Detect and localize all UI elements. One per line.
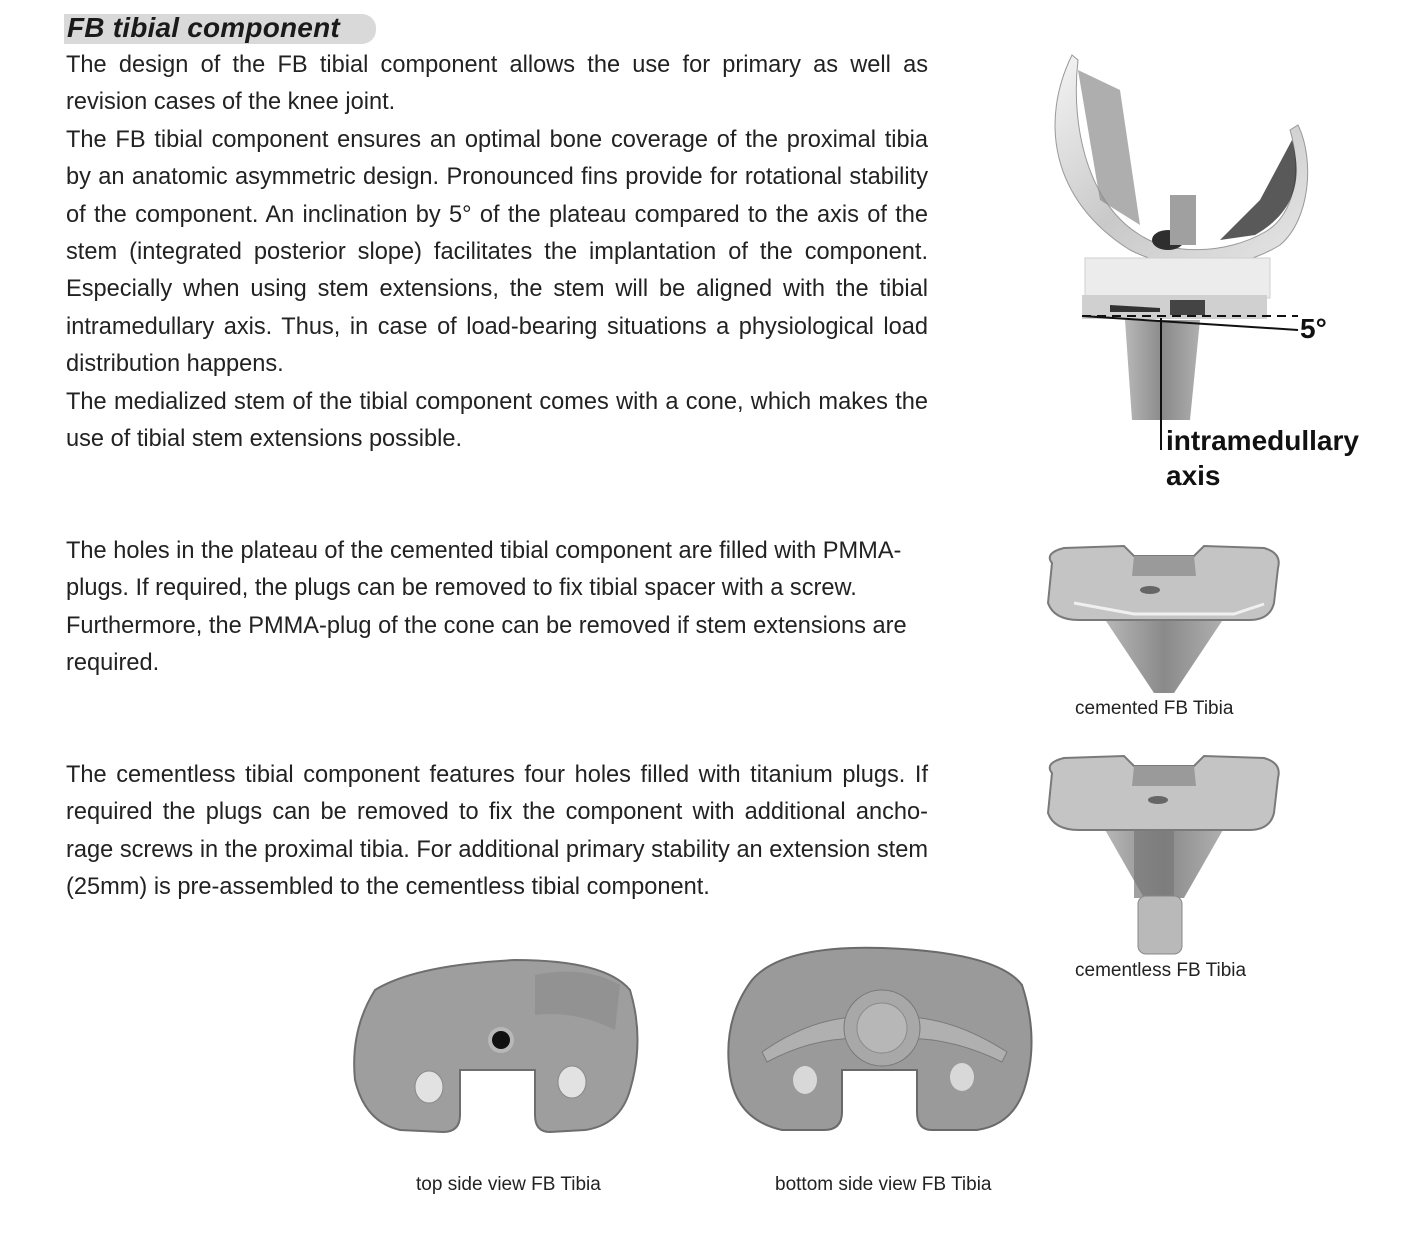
axis-label-line2: axis — [1166, 460, 1221, 491]
top-side-view-image — [345, 950, 645, 1180]
intro-paragraph-3: The medialized stem of the tibial component comes with a cone, which makes the use of tibial stem extensions possible. — [66, 388, 928, 453]
bottom-side-view-image — [722, 940, 1042, 1180]
cementless-text — [66, 757, 928, 907]
cemented-tibia-image — [1034, 528, 1294, 698]
top-view-caption: top side view FB Tibia — [416, 1174, 601, 1195]
angle-label: 5° — [1300, 313, 1327, 344]
cementless-paragraph: The cementless tibial component features four holes filled with titanium plugs. If required the plugs can be removed to fix the component with additional ancho-rage screws in the proximal tibia. For additional primary stability an extension stem (25mm) is pre-assembled to the cementless tibial component. — [66, 762, 928, 901]
cemented-text — [66, 533, 928, 683]
cementless-tibia-image — [1034, 738, 1294, 958]
section-title: FB tibial component — [67, 12, 340, 43]
axis-label-line1: intramedullary — [1166, 425, 1359, 456]
intro-paragraph-1: The design of the FB tibial component allows the use for primary as well as revision cases of the knee joint. — [66, 52, 928, 116]
cemented-paragraph: The holes in the plateau of the cemented tibial component are filled with PMMA-plugs. If required, the plugs can be removed to fix tibial spacer with a screw. Furthermore, the PMMA-plug of the cone can be removed if stem extensions are required. — [66, 538, 907, 677]
cementless-caption: cementless FB Tibia — [1075, 960, 1247, 981]
intro-paragraph-2: The FB tibial component ensures an optimal bone coverage of the proximal tibia by an anatomic asymmetric design. Pronounced fins provide for rotational stability of the component. An inclination by 5° of the plateau compared to the axis of the stem (integrated posterior slope) facilitates the implantation of the component. Especially when using stem extensions, the stem will be aligned with the tibial intramedullary axis. Thus, in case of load-bearing situations a physiological load distribution happens. — [66, 126, 928, 378]
cemented-caption: cemented FB Tibia — [1075, 698, 1234, 719]
intro-text — [66, 47, 928, 458]
bottom-view-caption: bottom side view FB Tibia — [775, 1174, 992, 1195]
